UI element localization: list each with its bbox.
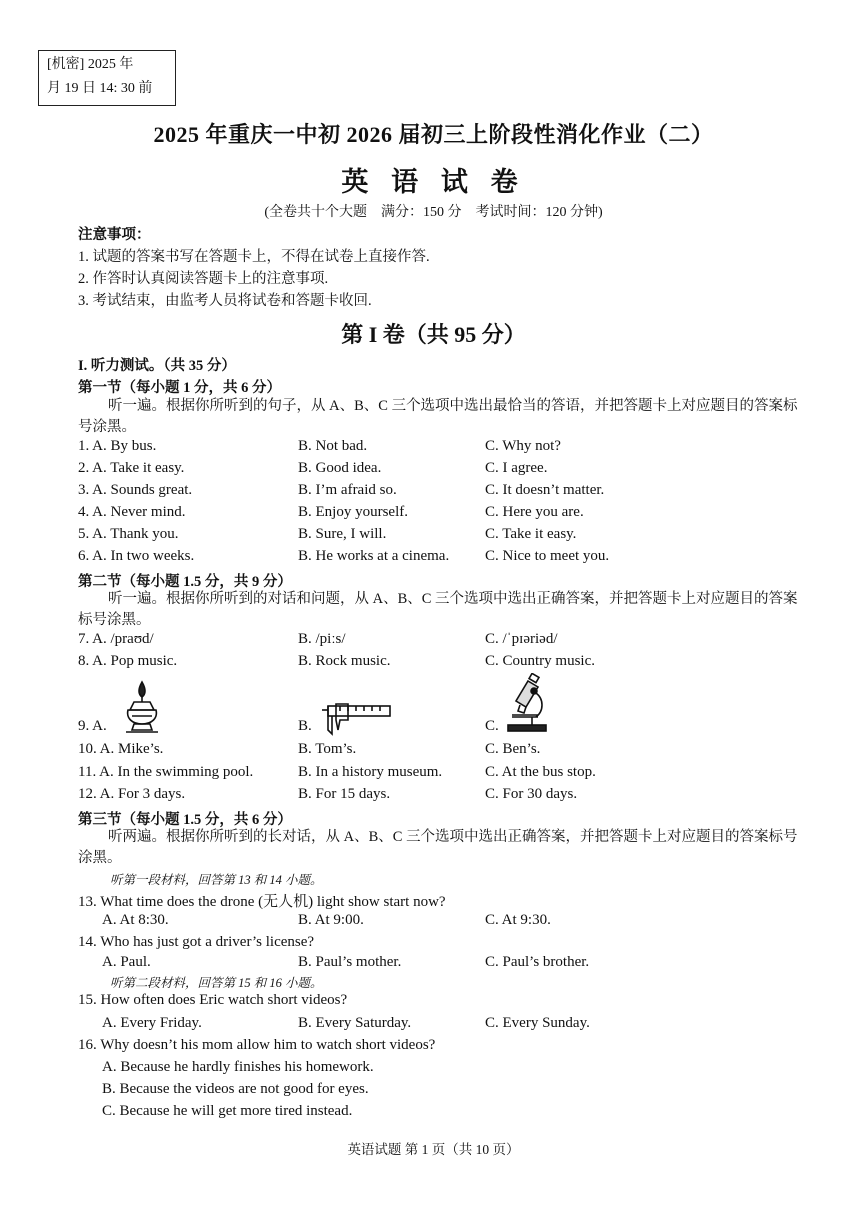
option-c: C. Take it easy. (485, 526, 577, 542)
option-b: B. In a history museum. (298, 764, 443, 780)
question-text: 16. Why doesn’t his mom allow him to watch short videos? (78, 1037, 436, 1053)
option-b: B. Every Saturday. (298, 1015, 412, 1031)
confidential-line-1: [机密] 2025 年 (47, 57, 134, 72)
option-c: C. For 30 days. (485, 786, 578, 802)
option-a: 2. A. Take it easy. (78, 460, 185, 476)
confidential-box (38, 50, 176, 106)
option-a: 10. A. Mike’s. (78, 741, 164, 757)
section-3-instruction: 听两遍。根据你所听到的长对话，从 A、B、C 三个选项中选出正确答案，并把答题卡上对应题目的答案标号涂黑。 (78, 829, 798, 866)
option-b: B. He works at a cinema. (298, 548, 450, 564)
option-c: C. Paul’s brother. (485, 954, 590, 970)
note-item: 2. 作答时认真阅读答题卡上的注意事项. (78, 271, 329, 287)
page-footer: 英语试题 第 1 页（共 10 页） (347, 1142, 520, 1157)
option-a: 5. A. Thank you. (78, 526, 179, 542)
confidential-line-2: 月 19 日 14: 30 前 (47, 81, 153, 96)
option-c: C. Nice to meet you. (485, 548, 610, 564)
microscope-icon (504, 673, 550, 735)
option-a: 12. A. For 3 days. (78, 786, 186, 802)
option-a: A. Paul. (102, 954, 151, 970)
option-b: B. Not bad. (298, 438, 368, 454)
part-title: 第 I 卷（共 95 分） (341, 322, 526, 347)
option-a: A. At 8:30. (102, 912, 169, 928)
option-b: B. I’m afraid so. (298, 482, 397, 498)
option-b: B. Because the videos are not good for eyes. (102, 1081, 369, 1097)
question-text: 13. What time does the drone (无人机) light show start now? (78, 894, 446, 910)
option-c: C. At 9:30. (485, 912, 551, 928)
caliper-icon (318, 700, 394, 736)
option-c: C. /ˈpɪəriəd/ (485, 631, 558, 647)
option-c: C. Why not? (485, 438, 561, 454)
option-c: C. (485, 718, 499, 734)
option-b: B. Rock music. (298, 653, 391, 669)
option-b: B. Good idea. (298, 460, 382, 476)
option-a: A. Because he hardly finishes his homework. (102, 1059, 374, 1075)
option-b: B. Tom’s. (298, 741, 357, 757)
material-2-hint: 听第二段材料，回答第 15 和 16 小题。 (110, 976, 323, 990)
note-item: 3. 考试结束，由监考人员将试卷和答题卡收回. (78, 293, 372, 309)
listening-section-title: I. 听力测试。（共 35 分） (78, 358, 236, 374)
option-c: C. It doesn’t matter. (485, 482, 605, 498)
question-text: 14. Who has just got a driver’s license? (78, 934, 315, 950)
option-a: 11. A. In the swimming pool. (78, 764, 254, 780)
option-b: B. (298, 718, 312, 734)
option-b: B. Sure, I will. (298, 526, 387, 542)
option-a: 6. A. In two weeks. (78, 548, 195, 564)
note-item: 1. 试题的答案书写在答题卡上，不得在试卷上直接作答. (78, 249, 430, 265)
oil-lamp-icon (120, 680, 164, 736)
exam-info: (全卷共十个大题 满分：150 分 考试时间：120 分钟) (264, 205, 603, 220)
option-c: C. Here you are. (485, 504, 584, 520)
question-text: 15. How often does Eric watch short videos? (78, 992, 348, 1008)
option-c: C. Every Sunday. (485, 1015, 590, 1031)
option-c: C. Ben’s. (485, 741, 541, 757)
option-a: 7. A. /praʊd/ (78, 631, 154, 647)
option-a: 3. A. Sounds great. (78, 482, 193, 498)
option-a: 9. A. (78, 718, 107, 734)
option-c: C. Country music. (485, 653, 596, 669)
option-a: A. Every Friday. (102, 1015, 202, 1031)
section-1-instruction: 听一遍。根据你所听到的句子，从 A、B、C 三个选项中选出最恰当的答语，并把答题卡上对应题目的答案标号涂黑。 (78, 398, 798, 435)
section-2-instruction: 听一遍。根据你所听到的对话和问题，从 A、B、C 三个选项中选出正确答案，并把答题卡上对应题目的答案标号涂黑。 (78, 591, 798, 628)
option-c: C. At the bus stop. (485, 764, 596, 780)
option-b: B. /piːs/ (298, 631, 346, 647)
option-c: C. I agree. (485, 460, 548, 476)
option-b: B. Enjoy yourself. (298, 504, 408, 520)
option-a: 8. A. Pop music. (78, 653, 178, 669)
exam-title: 2025 年重庆一中初 2026 届初三上阶段性消化作业（二） (153, 122, 714, 147)
option-a: 1. A. By bus. (78, 438, 157, 454)
subject-title: 英 语 试 卷 (341, 167, 526, 197)
notes-heading: 注意事项： (78, 227, 151, 243)
option-b: B. For 15 days. (298, 786, 391, 802)
section-3-heading: 第三节（每小题 1.5 分，共 6 分） (78, 812, 292, 828)
material-1-hint: 听第一段材料，回答第 13 和 14 小题。 (110, 873, 323, 887)
option-b: B. At 9:00. (298, 912, 364, 928)
section-1-heading: 第一节（每小题 1 分，共 6 分） (78, 380, 281, 396)
option-b: B. Paul’s mother. (298, 954, 402, 970)
option-c: C. Because he will get more tired instead. (102, 1103, 353, 1119)
section-2-heading: 第二节（每小题 1.5 分，共 9 分） (78, 574, 292, 590)
option-a: 4. A. Never mind. (78, 504, 186, 520)
